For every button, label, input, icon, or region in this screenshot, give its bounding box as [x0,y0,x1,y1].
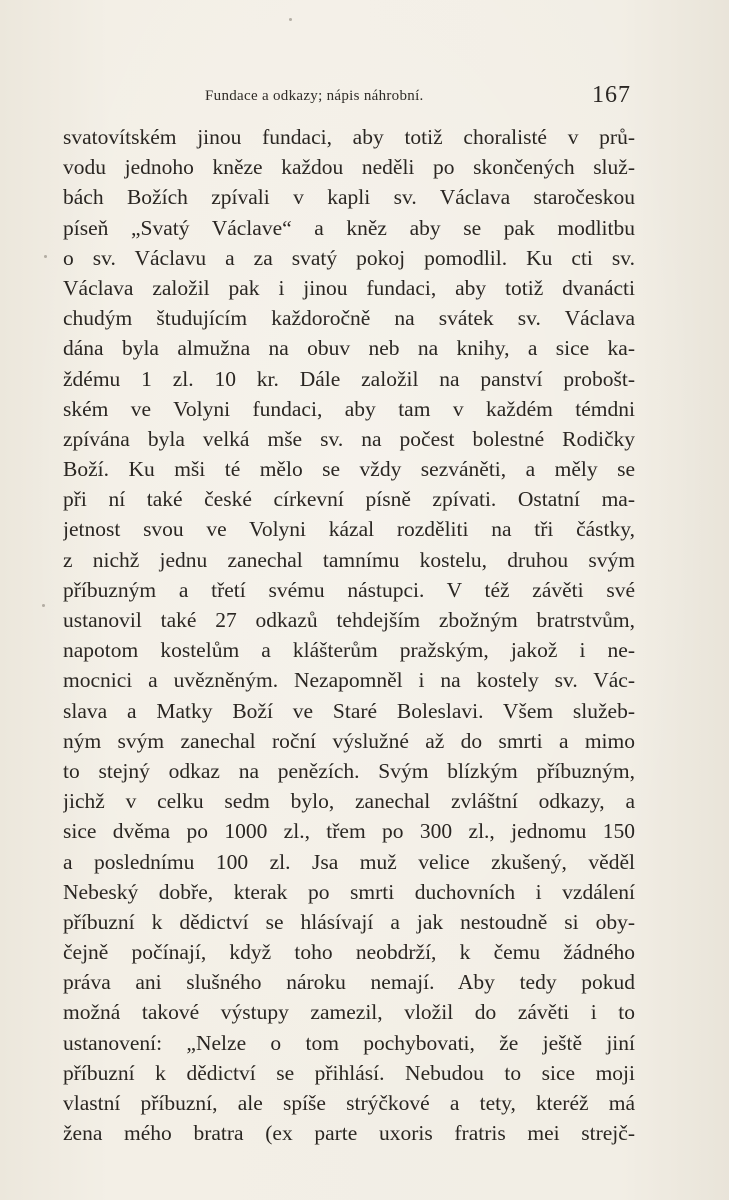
text-line: sice dvěma po 1000 zl., třem po 300 zl., jednomu 150 [63,819,635,844]
text-line: příbuzní k dědictví se přihlásí. Nebudou to sice moji [63,1060,635,1085]
text-line: vlastní příbuzní, ale spíše strýčkové a tety, kteréž má [63,1091,635,1115]
text-line: a poslednímu 100 zl. Jsa muž velice zkušený, věděl [63,849,635,874]
text-line: ždému 1 zl. 10 kr. Dále založil na panství probošt- [63,366,635,391]
print-speck [44,255,47,258]
text-line: píseň „Svatý Václave“ a kněz aby se pak modlitbu [63,215,635,240]
text-line: vodu jednoho kněze každou neděli po skončených služ- [63,155,635,180]
running-head [65,84,631,118]
text-line: čejně počínají, když toho neobdrží, k čemu žádného [63,940,635,965]
text-line: z nichž jednu zanechal tamnímu kostelu, druhou svým [63,547,635,572]
text-line: práva ani slušného nároku nemají. Aby tedy pokud [63,970,635,995]
print-speck [289,18,292,21]
print-speck [42,604,45,607]
text-line: Boží. Ku mši té mělo se vždy sezváněti, a měly se [63,457,635,482]
text-line: zpívána byla velká mše sv. na počest bolestné Rodičky [63,426,635,451]
text-line: jetnost svou ve Volyni kázal rozděliti na tři částky, [63,517,635,542]
page-number: 167 [592,82,631,108]
text-line: mocnici a uvězněným. Nezapomněl i na kostely sv. Vác- [63,668,635,693]
text-line: svatovítském jinou fundaci, aby totiž choralisté v prů- [63,125,635,149]
text-line: příbuzní k dědictví se hlásívají a jak nestoudně si oby- [63,909,635,934]
text-line: ském ve Volyni fundaci, aby tam v každém témdni [63,396,635,421]
text-line: to stejný odkaz na penězích. Svým blízkým příbuzným, [63,758,635,783]
text-line: Václava založil pak i jinou fundaci, aby totiž dvanácti [63,275,635,300]
text-line: Nebeský dobře, kterak po smrti duchovních i vzdálení [63,879,635,904]
text-line: chudým študujícím každoročně na svátek sv. Václava [63,306,635,331]
running-head-title: Fundace a odkazy; nápis náhrobní. [205,88,424,104]
text-line: při ní také české církevní písně zpívati. Ostatní ma- [63,487,635,512]
text-line: ustanovení: „Nelze o tom pochybovati, že ještě jiní [63,1030,635,1055]
text-line: dána byla almužna na obuv neb na knihy, a sice ka- [63,336,635,361]
text-line: příbuzným a třetí svému nástupci. V též závěti své [63,577,635,602]
text-line: ným svým zanechal roční výslužné až do smrti a mimo [63,728,635,753]
body-text [63,122,635,1148]
text-line: slava a Matky Boží ve Staré Boleslavi. Všem služeb- [63,698,635,723]
text-line: jichž v celku sedm bylo, zanechal zvláštní odkazy, a [63,789,635,814]
text-line: napotom kostelům a klášterům pražským, jakož i ne- [63,638,635,663]
text-line: o sv. Václavu a za svatý pokoj pomodlil. Ku cti sv. [63,245,635,270]
text-line: možná takové výstupy zamezil, vložil do závěti i to [63,1000,635,1025]
text-line: bách Božích zpívali v kapli sv. Václava staročeskou [63,185,635,210]
text-line: ustanovil také 27 odkazů tehdejším zbožným bratrstvům, [63,608,635,632]
text-line: žena mého bratra (ex parte uxoris fratris mei strejč- [63,1121,635,1146]
